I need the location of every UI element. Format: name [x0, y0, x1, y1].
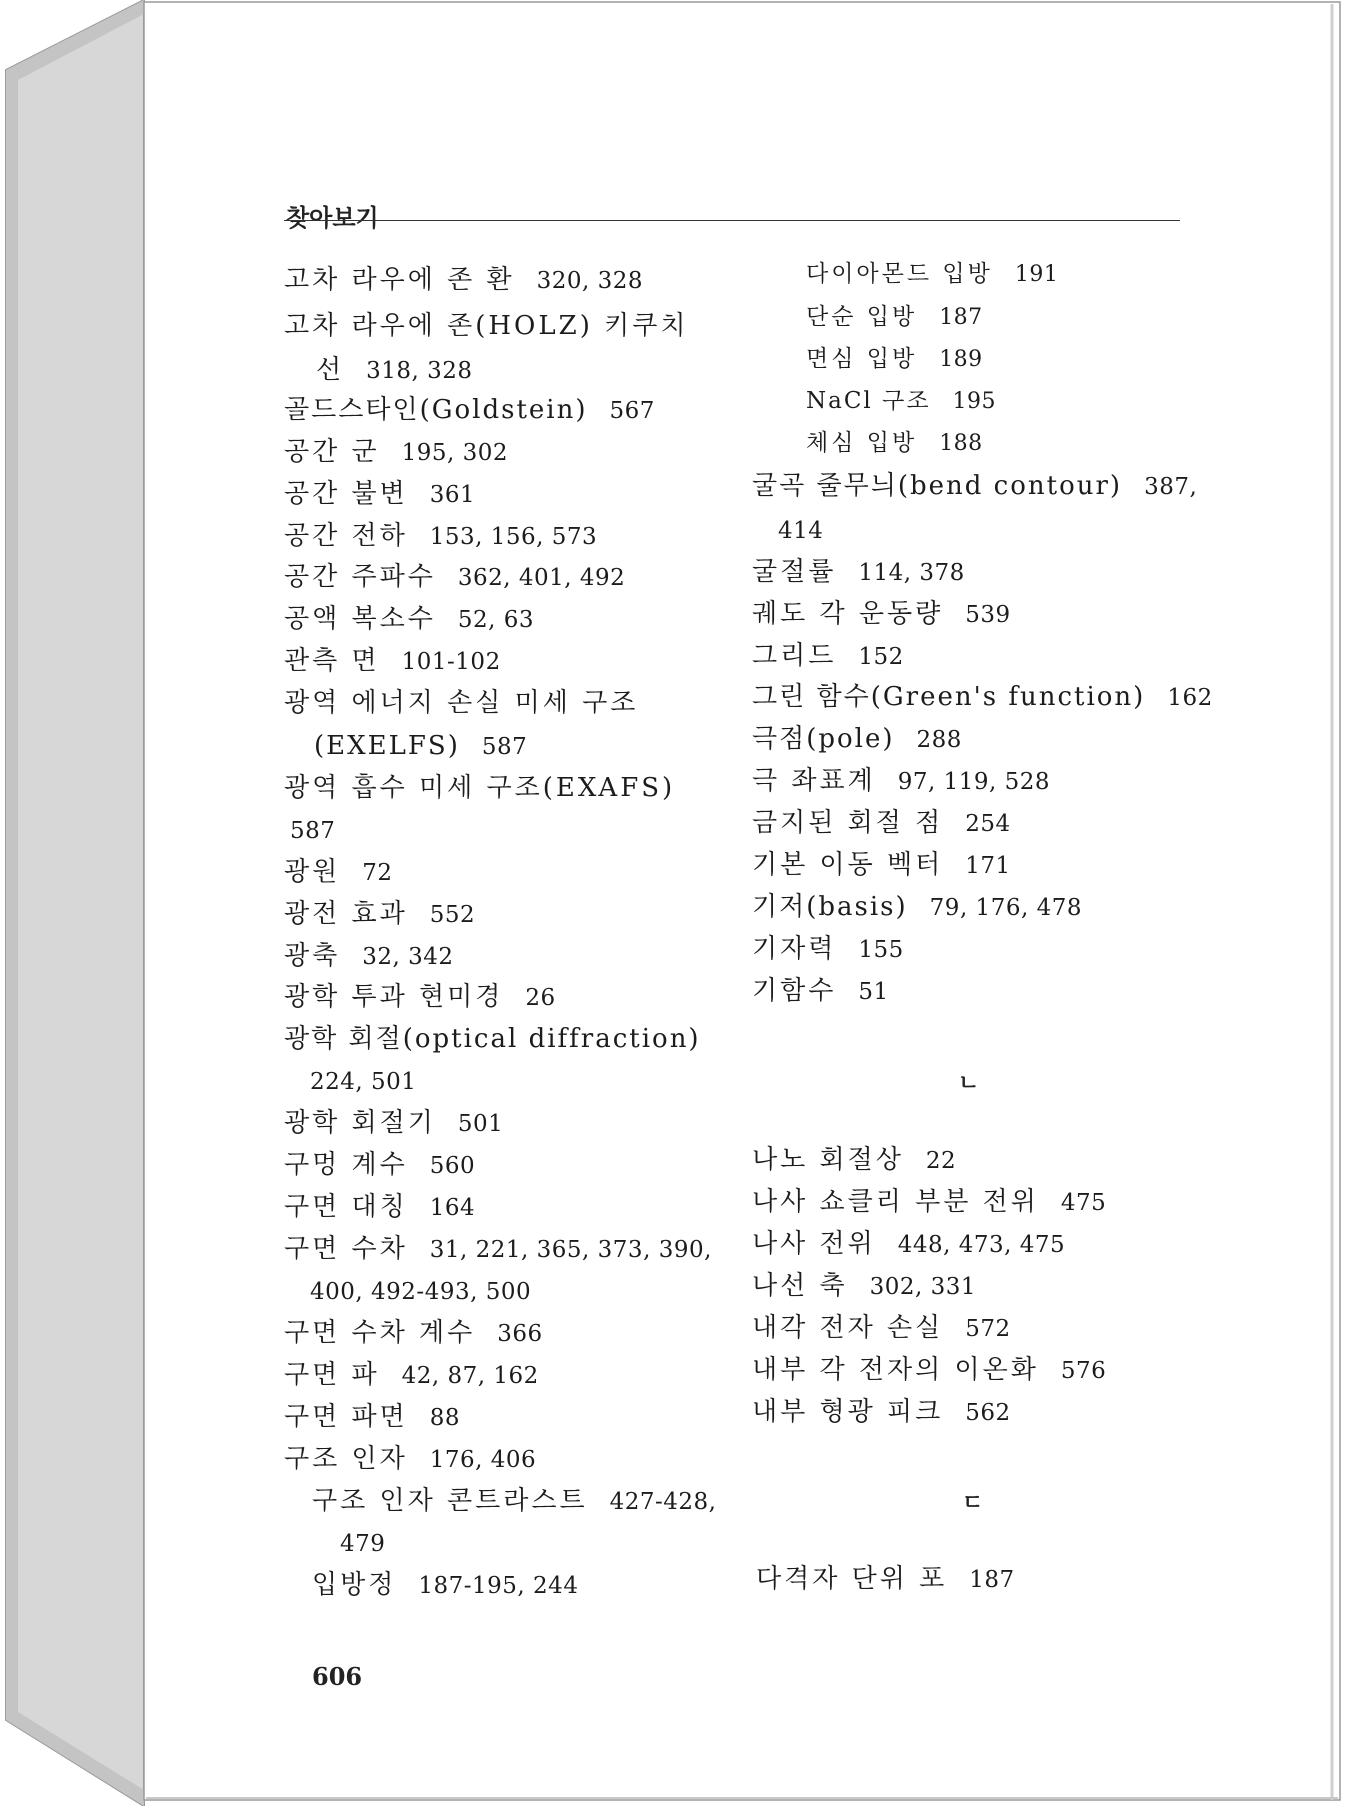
index-entry: 다격자 단위 포 187	[756, 1564, 1015, 1594]
index-entry: 궤도 각 운동량 539	[752, 599, 1011, 629]
index-entry: 공간 불변 361	[284, 479, 476, 509]
index-entry: 기자력 155	[752, 934, 904, 964]
page-title: 찾아보기	[286, 204, 379, 232]
index-subentry: 체심 입방 188	[806, 430, 983, 456]
index-entry: 내부 형광 피크 562	[752, 1397, 1011, 1427]
index-entry: 구면 수차 31, 221, 365, 373, 390,	[284, 1234, 712, 1264]
index-entry: 굴곡 줄무늬(bend contour) 387,	[752, 471, 1198, 501]
index-entry: 내각 전자 손실 572	[752, 1313, 1011, 1343]
index-entry: 구멍 계수 560	[284, 1150, 476, 1180]
index-entry: 기함수 51	[752, 976, 889, 1006]
index-entry-continuation: 400, 492-493, 500	[310, 1279, 532, 1305]
index-entry: 공간 군 195, 302	[284, 437, 509, 467]
section-heading-n: ㄴ	[958, 1071, 980, 1096]
index-entry: 그린 함수(Green's function) 162	[752, 682, 1213, 712]
index-entry: 내부 각 전자의 이온화 576	[752, 1355, 1107, 1385]
index-entry: 나선 축 302, 331	[752, 1271, 977, 1301]
index-entry: 고차 라우에 존 환 320, 328	[284, 265, 644, 295]
index-entry: 나사 쇼클리 부분 전위 475	[752, 1187, 1107, 1217]
index-entry-continuation: 224, 501	[310, 1069, 417, 1095]
index-entry: 고차 라우에 존(HOLZ) 키쿠치	[284, 311, 689, 341]
index-entry: 기본 이동 벡터 171	[752, 850, 1011, 880]
index-subentry: 단순 입방 187	[806, 304, 983, 330]
index-entry: 극 좌표계 97, 119, 528	[752, 766, 1051, 796]
book-spine	[6, 0, 144, 1806]
index-entry-continuation: 479	[340, 1531, 386, 1557]
index-entry: 극점(pole) 288	[752, 724, 962, 754]
index-entry: 공액 복소수 52, 63	[284, 604, 535, 634]
section-heading-d: ㄷ	[962, 1491, 984, 1516]
index-entry: 광원 72	[284, 857, 393, 887]
index-entry: 구조 인자 176, 406	[284, 1444, 537, 1474]
index-entry: 광전 효과 552	[284, 899, 476, 929]
index-subentry: 구조 인자 콘트라스트 427-428,	[312, 1486, 717, 1516]
page-number: 606	[312, 1662, 363, 1691]
index-entry: 광학 회절(optical diffraction)	[284, 1024, 701, 1054]
index-entry: 그리드 152	[752, 641, 904, 671]
index-entry: 광학 투과 현미경 26	[284, 982, 556, 1012]
index-entry: 광역 에너지 손실 미세 구조	[284, 688, 639, 718]
index-entry: 관측 면 101-102	[284, 646, 501, 676]
index-entry: 골드스타인(Goldstein) 567	[284, 395, 655, 425]
header-divider	[284, 220, 1180, 221]
index-entry: 금지된 회절 점 254	[752, 808, 1011, 838]
index-entry-continuation: (EXELFS) 587	[314, 731, 528, 761]
index-subentry: 면심 입방 189	[806, 346, 983, 372]
index-entry: 구면 파면 88	[284, 1402, 461, 1432]
index-entry-continuation: 414	[778, 518, 824, 544]
index-entry-continuation: 선 318, 328	[316, 355, 473, 385]
index-entry: 나사 전위 448, 473, 475	[752, 1229, 1066, 1259]
index-entry: 구면 대칭 164	[284, 1192, 476, 1222]
index-entry: 광역 흡수 미세 구조(EXAFS)	[284, 773, 676, 803]
index-entry: 공간 전하 153, 156, 573	[284, 521, 598, 551]
index-entry: 광축 32, 342	[284, 941, 454, 971]
index-entry: 구면 수차 계수 366	[284, 1318, 543, 1348]
index-subentry: NaCl 구조 195	[806, 388, 997, 414]
index-entry: 나노 회절상 22	[752, 1145, 957, 1175]
index-entry: 기저(basis) 79, 176, 478	[752, 892, 1082, 922]
index-entry: 굴절률 114, 378	[752, 557, 965, 587]
index-entry: 공간 주파수 362, 401, 492	[284, 562, 626, 592]
index-subentry: 입방정 187-195, 244	[312, 1570, 579, 1600]
index-entry-continuation: 587	[290, 818, 336, 844]
index-subentry: 다이아몬드 입방 191	[806, 261, 1059, 287]
index-entry: 광학 회절기 501	[284, 1108, 504, 1138]
index-entry: 구면 파 42, 87, 162	[284, 1360, 539, 1390]
